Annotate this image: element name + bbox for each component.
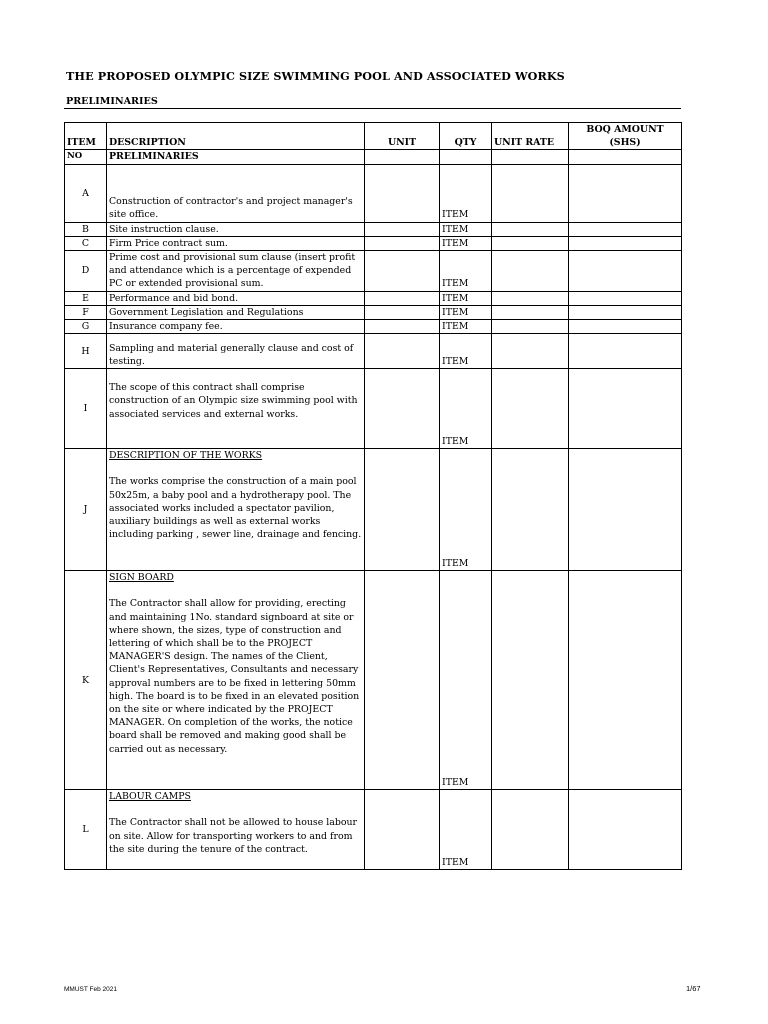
description-text: The Contractor shall not be allowed to house labour on site. Allow for transporting workers to and from the site during the tenure of the contract. [109, 817, 357, 855]
item-no: B [65, 222, 107, 236]
unit-rate-cell [492, 164, 569, 222]
item-no: D [65, 251, 107, 292]
unit-cell [365, 369, 440, 449]
item-description [107, 369, 365, 449]
subheader-amount-cell [569, 150, 682, 164]
table-row [65, 571, 682, 790]
unit-cell [365, 236, 440, 250]
unit-rate-cell [492, 291, 569, 305]
amount-cell [569, 236, 682, 250]
unit-cell [365, 571, 440, 790]
item-no: K [65, 571, 107, 790]
amount-cell [569, 334, 682, 369]
page-number: 1/67 [686, 984, 701, 993]
unit-rate-cell [492, 369, 569, 449]
unit-cell [365, 291, 440, 305]
unit-rate-cell [492, 334, 569, 369]
unit-cell [365, 305, 440, 319]
unit-rate-cell [492, 222, 569, 236]
subheader-qty-cell [440, 150, 492, 164]
amount-cell [569, 305, 682, 319]
item-description [107, 222, 365, 236]
description-text: Site instruction clause. [109, 223, 219, 235]
table-row [65, 222, 682, 236]
item-description [107, 291, 365, 305]
table-row [65, 334, 682, 369]
item-description [107, 790, 365, 870]
description-heading: DESCRIPTION OF THE WORKS [109, 450, 263, 462]
amount-cell [569, 291, 682, 305]
unit-cell [365, 164, 440, 222]
description-text: Insurance company fee. [109, 321, 223, 333]
description-text: Government Legislation and Regulations [109, 306, 304, 318]
unit-rate-cell [492, 449, 569, 571]
table-row [65, 305, 682, 319]
item-no: F [65, 305, 107, 319]
description-text: The works comprise the construction of a main pool 50x25m, a baby pool and a hydrotherapy pool. The associated works included a spectator pavilion, auxiliary buildings as well as external works including parking , sewer line, drainage and fencing. [109, 476, 362, 541]
header-item: ITEM [65, 123, 107, 150]
footer-source: MMUST Feb 2021 [64, 986, 117, 993]
unit-rate-cell [492, 305, 569, 319]
unit-rate-cell [492, 251, 569, 292]
amount-cell [569, 320, 682, 334]
table-row [65, 449, 682, 571]
header-unit-rate: UNIT RATE [492, 123, 569, 150]
header-qty: QTY [440, 123, 492, 150]
boq-table [64, 122, 682, 870]
qty-cell: ITEM [440, 164, 492, 222]
item-no: G [65, 320, 107, 334]
unit-rate-cell [492, 571, 569, 790]
description-text: Firm Price contract sum. [109, 237, 228, 249]
amount-cell [569, 369, 682, 449]
item-no: L [65, 790, 107, 870]
item-no: E [65, 291, 107, 305]
qty-cell: ITEM [440, 236, 492, 250]
description-text: Sampling and material generally clause and cost of testing. [109, 342, 354, 368]
qty-cell: ITEM [440, 320, 492, 334]
qty-cell: ITEM [440, 251, 492, 292]
amount-cell [569, 222, 682, 236]
item-no: H [65, 334, 107, 369]
qty-cell: ITEM [440, 222, 492, 236]
description-text: The Contractor shall allow for providing, erecting and maintaining 1No. standard signboard at site or where shown, the sizes, type of construction and lettering of which shall be to the PROJECT MANAGER'S design. The names of the Client, Client's Representatives, Consultants and necessary approval numbers are to be fixed in lettering 50mm high. The board is to be fixed in an elevated position on the site or where indicated by the PROJECT MANAGER. On completion of the works, the notice board shall be removed and making good shall be carried out as necessary. [109, 598, 360, 755]
qty-cell: ITEM [440, 571, 492, 790]
subheader-preliminaries: PRELIMINARIES [107, 150, 365, 164]
table-row [65, 164, 682, 222]
table-row [65, 251, 682, 292]
item-description [107, 305, 365, 319]
unit-cell [365, 334, 440, 369]
description-text: Prime cost and provisional sum clause (insert profit and attendance which is a percentage of expended PC or extended provisional sum. [109, 252, 356, 290]
qty-cell: ITEM [440, 334, 492, 369]
amount-cell [569, 571, 682, 790]
amount-cell [569, 449, 682, 571]
qty-cell: ITEM [440, 790, 492, 870]
qty-cell: ITEM [440, 291, 492, 305]
item-no: J [65, 449, 107, 571]
unit-cell [365, 790, 440, 870]
description-text: Construction of contractor's and project manager's site office. [109, 196, 353, 221]
qty-cell: ITEM [440, 369, 492, 449]
unit-rate-cell [492, 236, 569, 250]
section-underline [64, 108, 681, 109]
description-text: The scope of this contract shall comprise construction of an Olympic size swimming pool with associated services and external works. [109, 382, 358, 420]
amount-cell [569, 164, 682, 222]
document-title: THE PROPOSED OLYMPIC SIZE SWIMMING POOL AND ASSOCIATED WORKS [66, 69, 565, 83]
subheader-unit-cell [365, 150, 440, 164]
item-description [107, 571, 365, 790]
item-no: A [65, 164, 107, 222]
description-text: Performance and bid bond. [109, 292, 239, 304]
section-title: PRELIMINARIES [66, 96, 158, 107]
unit-cell [365, 320, 440, 334]
item-description [107, 449, 365, 571]
item-no: C [65, 236, 107, 250]
unit-rate-cell [492, 790, 569, 870]
unit-cell [365, 251, 440, 292]
item-description [107, 164, 365, 222]
header-item-no: NO [65, 150, 107, 164]
header-row [65, 123, 682, 150]
item-description [107, 236, 365, 250]
table-row [65, 320, 682, 334]
item-no: I [65, 369, 107, 449]
unit-cell [365, 222, 440, 236]
table-row [65, 236, 682, 250]
qty-cell: ITEM [440, 305, 492, 319]
qty-cell: ITEM [440, 449, 492, 571]
description-heading: LABOUR CAMPS [109, 791, 191, 803]
item-description [107, 334, 365, 369]
unit-cell [365, 449, 440, 571]
subheader-rate-cell [492, 150, 569, 164]
header-description: DESCRIPTION [107, 123, 365, 150]
amount-cell [569, 251, 682, 292]
header-unit: UNIT [365, 123, 440, 150]
table-row [65, 369, 682, 449]
header-amount: BOQ AMOUNT (SHS) [569, 123, 682, 150]
table-row [65, 790, 682, 870]
amount-cell [569, 790, 682, 870]
description-heading: SIGN BOARD [109, 572, 174, 584]
unit-rate-cell [492, 320, 569, 334]
item-description [107, 320, 365, 334]
item-description [107, 251, 365, 292]
table-row [65, 291, 682, 305]
subheader-row [65, 150, 682, 164]
